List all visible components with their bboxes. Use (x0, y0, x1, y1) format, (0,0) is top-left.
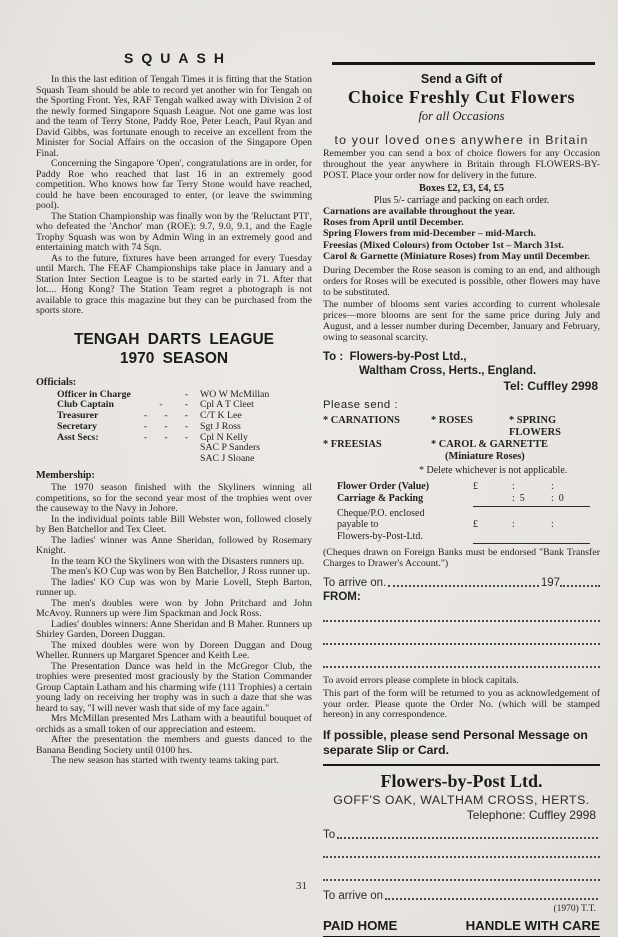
official-name: Sgt J Ross (200, 420, 241, 432)
advert-tagline: to your loved ones anywhere in Britain (334, 133, 589, 147)
official-role: Officer in Charge (57, 388, 131, 400)
official-dashes: - - - (143, 410, 188, 422)
membership-paragraph: The new season has started with twenty teams taking part. (51, 755, 279, 767)
dotted-field (323, 866, 600, 881)
official-dashes (57, 443, 200, 454)
darts-title-line2: 1970 SEASON (119, 349, 229, 367)
advert-heading-small: Send a Gift of (420, 72, 503, 86)
membership-paragraph: The ladies' winner was Anne Sheridan, followed by Rosemary Knight. (36, 534, 312, 557)
order-amount-table (323, 481, 600, 544)
membership-paragraph: The Presentation Dance was held in the McGregor Club, the trophies were presented most graciously by the Station Commander Group Captain Latham and his charming wife (111 Trophies) a certain young lady on receiving her trophy was in such a daze that she was heard to say, "I will never wash that side of my face again." (36, 660, 312, 714)
telephone-line: Tel: Cuffley 2998 (503, 379, 598, 394)
option-spring-flowers: * SPRING FLOWERS (509, 415, 561, 439)
advert-mid-rule (323, 764, 600, 766)
dotted-field (385, 889, 598, 900)
official-row (36, 454, 312, 465)
availability-item: Freesias (Mixed Colours) from October 1st – March 31st. (323, 239, 564, 251)
official-row (36, 433, 312, 444)
handle-with-care-label: HANDLE WITH CARE (465, 918, 600, 934)
official-role: Treasurer (57, 410, 99, 422)
advert-top-rule (332, 62, 595, 65)
membership-heading: Membership: (36, 470, 95, 482)
return-note: This part of the form will be returned to you as acknowledgement of your order. Please quote the Order No. (which will be stamped hereon) in any correspondence. (323, 687, 600, 721)
from-label: FROM: (323, 591, 361, 604)
arrive-on-field (323, 576, 600, 589)
total-values (473, 519, 600, 531)
official-dashes: - - - (143, 431, 188, 443)
squash-paragraph: As to the future, fixtures have been arranged for every Tuesday until March. The FEAF Championships take place in January and a Station Inter Section League is to be started early in 71. After that lot.... Hong Kong? The Station Team regret a photograph is not available to grace this magazine but they can be purchased from the sports store. (36, 252, 312, 316)
to-label: To : (323, 351, 344, 364)
membership-paragraph: The mixed doubles were won by Doreen Duggan and Doug Wheller. Runners up Margaret Spencer and Keith Lee. (36, 639, 312, 662)
carriage-packing-row (323, 493, 600, 505)
dotted-field (560, 576, 600, 587)
year-note: (1970) T.T. (553, 904, 596, 915)
official-name: SAC J Sloane (200, 453, 255, 465)
availability-item: Carol & Garnette (Miniature Roses) from May until December. (323, 250, 591, 262)
dotted-field (323, 607, 600, 622)
official-role: Secretary (57, 420, 98, 432)
colon-separator: : (551, 481, 554, 493)
order-address-line2: Waltham Cross, Herts., England. (359, 365, 537, 378)
official-name: C/T K Lee (200, 410, 242, 422)
footer-to-field (323, 828, 600, 841)
miniature-roses-note: (Miniature Roses) (445, 451, 525, 463)
colon-separator: : (512, 519, 515, 531)
option-carol-garnette: * CAROL & GARNETTE (431, 439, 548, 451)
page-number: 31 (296, 880, 307, 892)
colon-separator: : (512, 481, 515, 493)
block-capitals-note: To avoid errors please complete in block capitals. (323, 675, 519, 687)
payee-row (323, 531, 600, 543)
officials-heading: Officials: (36, 376, 77, 388)
official-dashes: - - - (143, 420, 188, 432)
company-name: Flowers-by-Post Ltd., (349, 351, 467, 364)
arrive-on-label: To arrive on. (323, 577, 387, 590)
cheque-enclosed-label: Cheque/P.O. enclosed (337, 507, 425, 519)
order-address (323, 350, 600, 378)
advert-intro: Remember you can send a box of choice flowers for any Occasion throughout the year anywhere in Britain through FLOWERS-BY-POST. Place your order now for delivery in the future. (323, 148, 600, 181)
paid-home-label: PAID HOME (323, 918, 398, 934)
footer-telephone: Telephone: Cuffley 2998 (466, 808, 596, 823)
darts-title (36, 330, 312, 368)
dotted-field (323, 630, 600, 645)
official-name: WO W McMillan (200, 388, 270, 400)
footer-slogans (323, 918, 600, 933)
membership-paragraph: In the individual points table Bill Webster won, followed closely by Ben Batchellor and Tex Cleet. (36, 513, 312, 536)
advert-note: During December the Rose season is coming to an end, and although orders for Roses will be executed is possible, other flowers may have to be substituted. (323, 264, 600, 298)
footer-arrive-label: To arrive on (323, 890, 384, 903)
officials-list (36, 390, 312, 466)
footer-arrive-field (323, 889, 600, 902)
membership-paragraph: The 1970 season finished with the Skyliners winning all competitions, so for the second year most of the trophies went over the causeway to the Navy in Johore. (36, 482, 312, 515)
official-row (36, 443, 312, 454)
advert-heading-sub: for all Occasions (418, 109, 505, 123)
membership-section (36, 470, 312, 767)
advert-heading-main: Choice Freshly Cut Flowers (347, 87, 576, 107)
official-role: Club Captain (57, 399, 114, 411)
membership-paragraph: The men's KO Cup was won by Ben Batchellor, J Ross runner up. (51, 566, 310, 578)
membership-paragraph: The men's doubles were won by John Pritchard and John McAvoy. Runners up were Jim Spackman and Jock Ross. (36, 597, 312, 620)
membership-paragraph: The ladies' KO Cup was won by Marie Lovell, Steph Barton, runner up. (36, 576, 312, 599)
membership-paragraph: Ladies' doubles winners: Anne Sheridan and B Maher. Runners up Shirley Garden, Doreen Duggan. (36, 618, 312, 641)
please-send-label: Please send : (323, 399, 398, 412)
membership-paragraph: Mrs McMillan presented Mrs Latham with a beautiful bouquet of orchids as a small token of our appreciation and esteem. (36, 713, 312, 735)
year-prefix: 197 (540, 577, 560, 590)
flower-order-label: Flower Order (Value) (337, 481, 430, 493)
squash-paragraph: Concerning the Singapore 'Open', congratulations are in order, for Paddy Roe who reached that last 16 in an extremely good competition. Who knows how far Terry Stone would have reached, could he have been encouraged to enter, (or leave the swimming pool). (36, 158, 312, 211)
carriage-line: Plus 5/- carriage and packing on each order. (373, 194, 550, 206)
total-rule (473, 506, 590, 507)
flower-order-values (473, 481, 600, 493)
cheque-row (323, 508, 600, 520)
carriage-packing-values (473, 493, 600, 505)
empty-cell (473, 493, 512, 505)
payable-row (323, 519, 600, 531)
membership-paragraph: After the presentation the members and guests danced to the Banana Bending Society until 0100 hrs. (36, 734, 312, 756)
footer-to-label: To (323, 829, 336, 842)
footer-address: GOFF'S OAK, WALTHAM CROSS, HERTS. (333, 793, 590, 808)
flower-options-row1 (323, 415, 600, 439)
option-freesias: * FREESIAS (323, 439, 382, 451)
official-dashes: - (184, 388, 188, 400)
availability-list (323, 206, 600, 262)
official-dashes: - - (159, 399, 188, 411)
foreign-banks-note: (Cheques drawn on Foreign Banks must be endorsed "Bank Transfer Charges to Drawer's Account.") (323, 547, 600, 570)
flower-options-row2 (323, 439, 600, 451)
left-column (36, 50, 312, 767)
membership-paragraph: In the team KO the Skyliners won with the Disasters runners up. (51, 555, 305, 567)
personal-message-note: If possible, please send Personal Message on separate Slip or Card. (323, 728, 588, 758)
payable-to-label: payable to (337, 519, 379, 531)
official-name: SAC P Sanders (200, 442, 261, 454)
dotted-field (323, 653, 600, 668)
footer-company-name: Flowers-by-Post Ltd. (380, 771, 543, 792)
boxes-price-line: Boxes £2, £3, £4, £5 (419, 183, 504, 195)
official-name: Cpl A T Cleet (200, 399, 254, 411)
carriage-shillings: : 5 (512, 493, 525, 505)
availability-item: Carnations are available throughout the year. (323, 205, 515, 217)
availability-item: Spring Flowers from mid-December – mid-March. (323, 228, 536, 240)
advert-note: The number of blooms sent varies according to current wholesale prices—more blooms are sent for the same price during July and August, and a lesser number during December, January and February, owing to seasonal scarcity. (323, 299, 600, 343)
option-roses: * ROSES (431, 415, 473, 427)
dotted-field (388, 576, 539, 587)
pound-sign: £ (473, 481, 478, 493)
dotted-field (323, 843, 600, 858)
pound-sign: £ (473, 519, 478, 531)
availability-item: Roses from April until December. (323, 217, 464, 229)
delete-note: * Delete whichever is not applicable. (419, 465, 568, 477)
squash-paragraph: The Station Championship was finally won by the 'Reluctant PTI', who defeated the 'Anchor' man (ROE): 9.7, 9.0, 9.1, and the Eagle Trophy Squash was won by Admin Wing in an extremely good and entertaining match with 74 Sqn. (36, 210, 312, 253)
official-dashes (57, 454, 200, 465)
official-role: Asst Secs: (57, 431, 99, 443)
squash-paragraph: In this the last edition of Tengah Times it is fitting that the Station Squash Team should be able to record yet another win for Tengah on the Sporting Front. Yes, RAF Tengah walked away with Division 2 of the newly formed Singapore Squash League. Not one game was lost and the team of Terry Stone, Paddy Roe, Peter Leach, Paul Ryan and David Gibbs, was fortunate enough to receive an excellent from the Minister for Social Affairs on the occasion of the Singapore Open Final. (36, 74, 312, 159)
official-role (36, 443, 57, 454)
total-rule-bottom (473, 543, 590, 544)
order-address-line1 (323, 350, 600, 364)
advert-notes (323, 266, 600, 344)
carriage-pence: : 0 (551, 493, 564, 505)
official-name: Cpl N Kelly (200, 431, 248, 443)
option-carnations: * CARNATIONS (323, 415, 400, 427)
carriage-packing-label: Carriage & Packing (337, 493, 424, 505)
flower-order-row (323, 481, 600, 493)
squash-title: SQUASH (124, 50, 232, 66)
advert-column (323, 56, 600, 937)
colon-separator: : (551, 519, 554, 531)
payee-name-label: Flowers-by-Post-Ltd. (337, 530, 423, 542)
darts-title-line1: TENGAH DARTS LEAGUE (73, 330, 275, 348)
dotted-field (337, 828, 598, 839)
official-role (36, 454, 57, 465)
